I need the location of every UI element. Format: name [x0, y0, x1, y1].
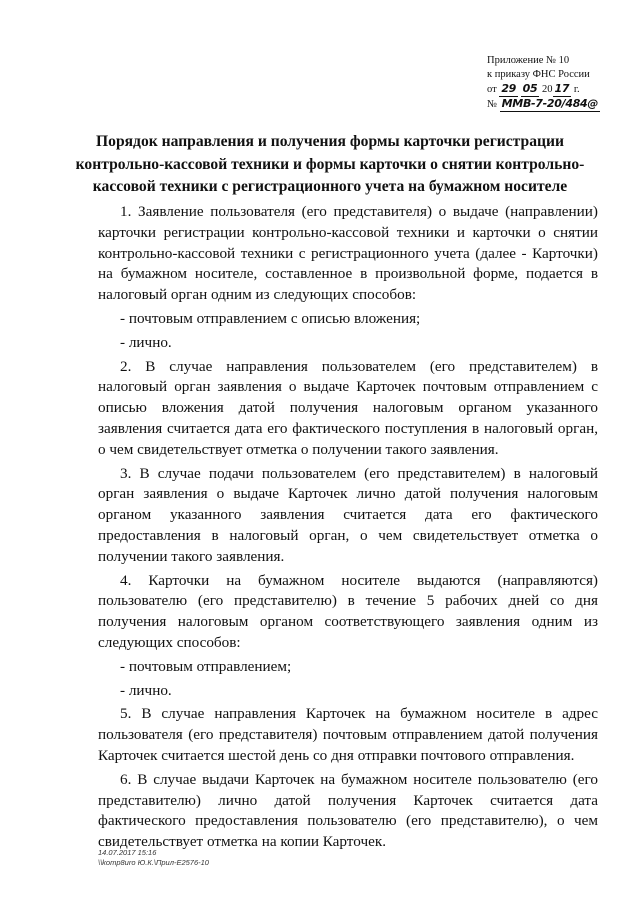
handwritten-order-number: ММВ-7-20/484@ — [501, 97, 599, 110]
document-title: Порядок направления и получения формы карточки регистрации контрольно-кассовой техники и формы карточки о снятии контрольно- кассовой техники с регистрационного учета на бумажном носителе — [75, 133, 585, 195]
annex-stamp — [487, 54, 627, 112]
paragraph-2: 2. В случае направления пользователем (его представителем) в налоговый орган заявления о выдаче Карточек почтовым отправлением с описью вложения датой получения налоговым органом указанного заявления считается дата его фактического поступления в налоговый орган, о чем свидетельствует отметка о получении такого заявления. — [98, 357, 598, 458]
list-item: - лично. — [120, 333, 172, 351]
annex-order: к приказу ФНС России — [487, 69, 590, 80]
paragraph-1: 1. Заявление пользователя (его представителя) о выдаче (направлении) карточки регистрации контрольно-кассовой техники и карточки о снятии контрольно-кассовой техники с регистрационного учета (далее - Карточки) на бумажном носителе, составленное в произвольной форме, подается в налоговый орган одним из следующих способов: — [98, 203, 598, 304]
handwritten-year: 17 — [554, 82, 570, 95]
paragraph-6: 6. В случае выдачи Карточек на бумажном носителе пользователю (его представителю) лично датой получения Карточек считается дата фактического предоставления пользователю (его представителю), о чем свидетельствует отметка на копии Карточек. — [98, 770, 598, 851]
footer-timestamp: 14.07.2017 15:16 — [98, 848, 157, 857]
annex-number: Приложение № 10 — [487, 55, 570, 66]
document-body — [98, 202, 598, 856]
annex-date: от 29 05 20 17 г. — [487, 82, 580, 95]
paragraph-3: 3. В случае подачи пользователем (его представителем) в налоговый орган заявления о выдаче Карточек лично датой получения налоговым органом указанного заявления считается дата его фактического предоставления в налоговый орган, о чем свидетельствует отметка о получении такого заявления. — [98, 464, 598, 565]
list-item: - лично. — [120, 681, 172, 699]
list-item: - почтовым отправлением с описью вложения; — [120, 309, 421, 327]
footer-file-path: \\komp8uro Ю.К.\Прил-Е2576-10 — [98, 858, 209, 867]
document-footer — [98, 848, 298, 868]
paragraph-4: 4. Карточки на бумажном носителе выдаются (направляются) пользователю (его представителю) в течение 5 рабочих дней со дня получения налоговым органом соответствующего заявления одним из следующих способов: — [98, 571, 598, 651]
handwritten-month: 05 — [522, 82, 538, 95]
handwritten-day: 29 — [501, 82, 517, 95]
annex-order-number: № ММВ-7-20/484@ — [487, 97, 599, 110]
list-item: - почтовым отправлением; — [120, 657, 292, 675]
paragraph-5: 5. В случае направления Карточек на бумажном носителе в адрес пользователя (его представителя) почтовым отправлением датой получения Карточек считается шестой день со дня отправки почтового отправления. — [98, 705, 598, 764]
